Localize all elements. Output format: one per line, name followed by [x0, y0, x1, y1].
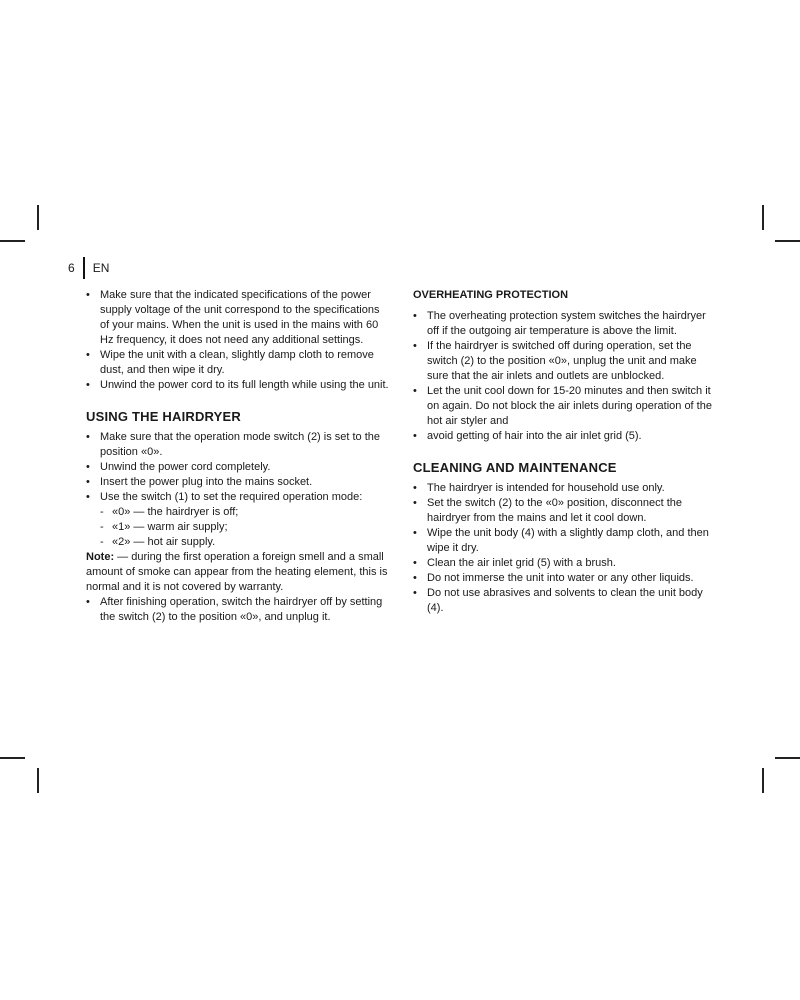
right-column — [413, 288, 718, 616]
left-column — [86, 288, 390, 625]
mode-item: - «2» — hot air supply. — [100, 535, 390, 550]
list-item: • After finishing operation, switch the hairdryer off by setting the switch (2) to the position «0», and unplug it. — [86, 595, 390, 625]
list-item: • If the hairdryer is switched off during operation, set the switch (2) to the position «0», unplug the unit and make sure that the air inlets and outlets are unblocked. — [413, 339, 718, 384]
page-header — [68, 257, 109, 279]
list-item: • Make sure that the operation mode switch (2) is set to the position «0». — [86, 430, 390, 460]
list-item: • Clean the air inlet grid (5) with a brush. — [413, 556, 718, 571]
after-list — [86, 595, 390, 625]
list-item: • Unwind the power cord to its full length while using the unit. — [86, 378, 390, 393]
list-item: • The overheating protection system switches the hairdryer off if the outgoing air temperature is above the limit. — [413, 309, 718, 339]
crop-mark-top-left-vertical — [37, 205, 39, 230]
list-item: • The hairdryer is intended for household use only. — [413, 481, 718, 496]
note-paragraph — [86, 550, 390, 595]
crop-mark-bottom-left-vertical — [37, 768, 39, 793]
list-item: • Do not immerse the unit into water or any other liquids. — [413, 571, 718, 586]
using-list — [86, 430, 390, 505]
crop-mark-bottom-right-vertical — [762, 768, 764, 793]
section-title-using: USING THE HAIRDRYER — [86, 409, 241, 424]
page-number: 6 — [68, 261, 75, 275]
list-item: • Insert the power plug into the mains socket. — [86, 475, 390, 490]
list-item: • Let the unit cool down for 15-20 minutes and then switch it on again. Do not block the air inlets during operation of the hot air styler and — [413, 384, 718, 429]
list-item: • Set the switch (2) to the «0» position, disconnect the hairdryer from the mains and let it cool down. — [413, 496, 718, 526]
crop-mark-bottom-left-horizontal — [0, 757, 25, 759]
list-item: • Use the switch (1) to set the required operation mode: — [86, 490, 390, 505]
list-item: • Unwind the power cord completely. — [86, 460, 390, 475]
language-code: EN — [92, 261, 110, 275]
mode-item: - «0» — the hairdryer is off; — [100, 505, 390, 520]
cleaning-list — [413, 481, 718, 616]
note-text: — during the first operation a foreign smell and a small amount of smoke can appear from the heating element, this is normal and it is not covered by warranty. — [86, 551, 388, 593]
section-title-overheating: OVERHEATING PROTECTION — [413, 289, 569, 301]
note-label: Note: — [86, 551, 115, 563]
header-divider — [83, 257, 85, 279]
list-item: • Wipe the unit body (4) with a slightly damp cloth, and then wipe it dry. — [413, 526, 718, 556]
crop-mark-top-right-horizontal — [775, 240, 800, 242]
list-item: • Wipe the unit with a clean, slightly damp cloth to remove dust, and then wipe it dry. — [86, 348, 390, 378]
list-item: • avoid getting of hair into the air inlet grid (5). — [413, 429, 718, 444]
section-title-cleaning: CLEANING AND MAINTENANCE — [413, 460, 617, 475]
mode-list — [86, 505, 390, 550]
mode-item: - «1» — warm air supply; — [100, 520, 390, 535]
crop-mark-top-right-vertical — [762, 205, 764, 230]
crop-mark-bottom-right-horizontal — [775, 757, 800, 759]
overheating-list — [413, 309, 718, 444]
list-item: • Do not use abrasives and solvents to clean the unit body (4). — [413, 586, 718, 616]
crop-mark-top-left-horizontal — [0, 240, 25, 242]
intro-list — [86, 288, 390, 393]
list-item: • Make sure that the indicated specifications of the power supply voltage of the unit correspond to the specifications of your mains. When the unit is used in the mains with 60 Hz frequency, it does not need any additional settings. — [86, 288, 390, 348]
